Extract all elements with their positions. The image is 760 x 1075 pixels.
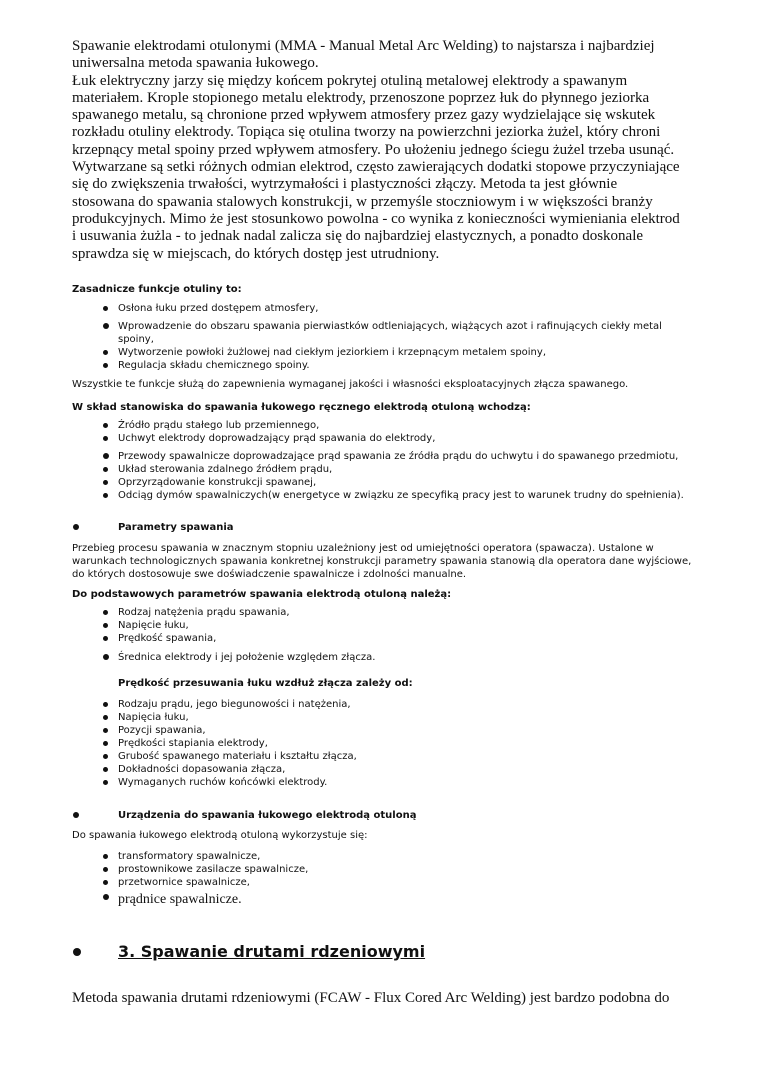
list-item: Układ sterowania zdalnego źródłem prądu, bbox=[72, 463, 692, 476]
list-item: Prędkość spawania, bbox=[72, 632, 692, 645]
basic-params-list bbox=[72, 606, 692, 664]
list-item: Przewody spawalnicze doprowadzające prąd spawania ze źródła prądu do uchwytu i do spawanego przedmiotu, bbox=[72, 450, 692, 463]
list-item: Rodzaj natężenia prądu spawania, bbox=[72, 606, 692, 619]
list-item: transformatory spawalnicze, bbox=[72, 850, 692, 863]
station-list bbox=[72, 419, 692, 502]
intro-line: i usuwania żużla - to jednak nadal zalicza się do najbardziej elastycznych, a ponadto doskonale bbox=[72, 228, 644, 245]
devices-list bbox=[72, 850, 692, 909]
list-item: Wprowadzenie do obszaru spawania pierwiastków odtleniających, wiążących azot i rafinujących ciekły metal spoiny, bbox=[72, 320, 692, 346]
list-item: Źródło prądu stałego lub przemiennego, bbox=[72, 419, 692, 432]
list-item: Oprzyrządowanie konstrukcji spawanej, bbox=[72, 476, 692, 489]
intro-line: stosowana do spawania stalowych konstrukcji, w przemyśle stoczniowym i w większości branży bbox=[72, 193, 653, 210]
functions-list bbox=[72, 302, 692, 372]
parameters-paragraph: Przebieg procesu spawania w znacznym stopniu uzależniony jest od umiejętności operatora (spawacza). Ustalone w warunkach technologicznych spawania konkretnej konstrukcji parametry spawania stanowią dla operatora dane wyjściowe, do których dostosowuje swe doświadczenie spawalnicze i zdolności manualne. bbox=[72, 542, 692, 580]
intro-line: Łuk elektryczny jarzy się między końcem pokrytej otuliną metalowej elektrody a spawanym bbox=[72, 72, 628, 89]
list-item: Grubość spawanego materiału i kształtu złącza, bbox=[72, 750, 692, 763]
devices-title: Urządzenia do spawania łukowego elektrodą otuloną bbox=[72, 809, 692, 822]
functions-heading: Zasadnicze funkcje otuliny to: bbox=[72, 283, 242, 295]
document-page bbox=[72, 38, 692, 1007]
intro-line: uniwersalna metoda spawania łukowego. bbox=[72, 55, 319, 72]
intro-line: produkcyjnych. Mimo że jest stosunkowo powolna - co wynika z konieczności wymieniania elektrod bbox=[72, 210, 680, 227]
list-item: przetwornice spawalnicze, bbox=[72, 876, 692, 889]
devices-intro: Do spawania łukowego elektrodą otuloną wykorzystuje się: bbox=[72, 829, 368, 841]
list-item: Uchwyt elektrody doprowadzający prąd spawania do elektrody, bbox=[72, 432, 692, 445]
parameters-title: Parametry spawania bbox=[72, 521, 692, 534]
list-item: Napięcia łuku, bbox=[72, 711, 692, 724]
intro-line: materiałem. Krople stopionego metalu elektrody, przenoszone poprzez łuk do płynnego jeziorka bbox=[72, 89, 650, 106]
station-heading: W skład stanowiska do spawania łukowego ręcznego elektrodą otuloną wchodzą: bbox=[72, 401, 531, 413]
list-item: Wytworzenie powłoki żużlowej nad ciekłym jeziorkiem i krzepnącym metalem spoiny, bbox=[72, 346, 692, 359]
list-item: Prędkości stapiania elektrody, bbox=[72, 737, 692, 750]
list-item: Wymaganych ruchów końcówki elektrody. bbox=[72, 776, 692, 789]
functions-summary: Wszystkie te funkcje służą do zapewnienia wymaganej jakości i własności eksploatacyjnych złącza spawanego. bbox=[72, 378, 629, 390]
list-item: Rodzaju prądu, jego biegunowości i natężenia, bbox=[72, 698, 692, 711]
section-3-paragraph: Metoda spawania drutami rdzeniowymi (FCAW - Flux Cored Arc Welding) jest bardzo podobna do bbox=[72, 989, 670, 1006]
intro-line: Wytwarzane są setki różnych odmian elektrod, często zawierających dodatki stopowe przyczyniające bbox=[72, 159, 680, 176]
speed-list bbox=[72, 698, 692, 789]
list-item: prądnice spawalnicze. bbox=[72, 891, 692, 909]
list-item: Osłona łuku przed dostępem atmosfery, bbox=[72, 302, 692, 315]
intro-paragraph bbox=[72, 38, 692, 263]
section-3-heading: 3. Spawanie drutami rdzeniowymi bbox=[72, 942, 692, 962]
intro-line: rozkładu otuliny elektrody. Topiąca się otulina tworzy na powierzchni jeziorka żużel, który chroni bbox=[72, 124, 661, 141]
list-item: prostownikowe zasilacze spawalnicze, bbox=[72, 863, 692, 876]
list-item: Odciąg dymów spawalniczych(w energetyce w związku ze specyfiką pracy jest to warunek trudny do spełnienia). bbox=[72, 489, 692, 502]
basic-params-heading: Do podstawowych parametrów spawania elektrodą otuloną należą: bbox=[72, 588, 452, 600]
intro-line: się do zwiększenia trwałości, wytrzymałości i plastyczności złączy. Metoda ta jest głównie bbox=[72, 176, 618, 193]
list-item: Pozycji spawania, bbox=[72, 724, 692, 737]
speed-heading: Prędkość przesuwania łuku wzdłuż złącza zależy od: bbox=[118, 677, 413, 689]
intro-line: sprawdza się w miejscach, do których dostęp jest utrudniony. bbox=[72, 245, 440, 262]
list-item: Średnica elektrody i jej położenie względem złącza. bbox=[72, 651, 692, 664]
list-item: Dokładności dopasowania złącza, bbox=[72, 763, 692, 776]
list-item: Regulacja składu chemicznego spoiny. bbox=[72, 359, 692, 372]
intro-line: krzepnący metal spoiny przed wpływem atmosfery. Po ułożeniu jednego ściegu żużel trzeba usunąć. bbox=[72, 141, 675, 158]
intro-line: Spawanie elektrodami otulonymi (MMA - Manual Metal Arc Welding) to najstarsza i najbardziej bbox=[72, 38, 655, 54]
intro-line: spawanego metalu, są chronione przed wpływem atmosfery przez gazy wydzielające się wskutek bbox=[72, 107, 656, 124]
list-item: Napięcie łuku, bbox=[72, 619, 692, 632]
